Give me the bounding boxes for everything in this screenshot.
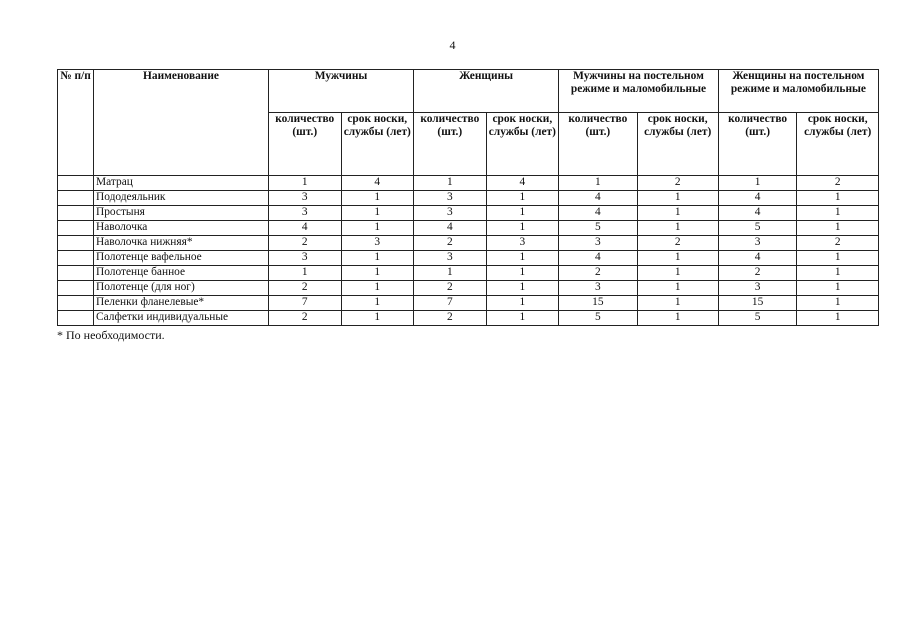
table-row [58, 281, 879, 296]
term-cell: 1 [486, 281, 559, 296]
term-cell: 1 [797, 221, 879, 236]
item-name-cell: Пеленки фланелевые* [94, 296, 269, 311]
term-cell: 4 [341, 176, 414, 191]
header-group-men: Мужчины [269, 70, 414, 113]
term-cell: 4 [486, 176, 559, 191]
item-name-cell: Наволочка нижняя* [94, 236, 269, 251]
header-group-women: Женщины [414, 70, 559, 113]
term-cell: 1 [341, 266, 414, 281]
term-cell: 1 [341, 191, 414, 206]
header-qty: количество (шт.) [559, 113, 637, 176]
quantity-cell: 1 [559, 176, 637, 191]
quantity-cell: 4 [559, 191, 637, 206]
term-cell: 1 [486, 296, 559, 311]
quantity-cell: 2 [414, 311, 487, 326]
header-group-men-bedridden: Мужчины на постельном режиме и маломобильные [559, 70, 719, 113]
quantity-cell: 7 [414, 296, 487, 311]
table-row [58, 206, 879, 221]
row-number-cell [58, 311, 94, 326]
term-cell: 1 [341, 206, 414, 221]
quantity-cell: 2 [718, 266, 797, 281]
table-row [58, 191, 879, 206]
quantity-cell: 3 [559, 236, 637, 251]
quantity-cell: 1 [269, 176, 342, 191]
term-cell: 1 [797, 281, 879, 296]
quantity-cell: 3 [414, 206, 487, 221]
quantity-cell: 3 [269, 191, 342, 206]
term-cell: 1 [637, 266, 718, 281]
term-cell: 2 [637, 236, 718, 251]
table-row [58, 266, 879, 281]
header-term: срок носки, службы (лет) [486, 113, 559, 176]
term-cell: 2 [797, 176, 879, 191]
term-cell: 1 [637, 251, 718, 266]
quantity-cell: 15 [718, 296, 797, 311]
quantity-cell: 5 [559, 221, 637, 236]
quantity-cell: 1 [718, 176, 797, 191]
term-cell: 1 [797, 191, 879, 206]
header-term: срок носки, службы (лет) [341, 113, 414, 176]
term-cell: 2 [797, 236, 879, 251]
quantity-cell: 4 [718, 206, 797, 221]
term-cell: 1 [637, 206, 718, 221]
header-qty: количество (шт.) [414, 113, 487, 176]
table-row [58, 221, 879, 236]
term-cell: 1 [637, 221, 718, 236]
table-row [58, 251, 879, 266]
quantity-cell: 4 [269, 221, 342, 236]
page-number: 4 [449, 38, 456, 52]
row-number-cell [58, 221, 94, 236]
quantity-cell: 1 [414, 266, 487, 281]
header-group-women-bedridden: Женщины на постельном режиме и маломобильные [718, 70, 878, 113]
term-cell: 1 [637, 191, 718, 206]
quantity-cell: 2 [269, 236, 342, 251]
quantity-cell: 5 [559, 311, 637, 326]
quantity-cell: 4 [718, 191, 797, 206]
row-number-cell [58, 206, 94, 221]
quantity-cell: 5 [718, 311, 797, 326]
row-number-cell [58, 176, 94, 191]
header-qty: количество (шт.) [718, 113, 797, 176]
term-cell: 1 [797, 251, 879, 266]
quantity-cell: 2 [414, 281, 487, 296]
term-cell: 1 [341, 221, 414, 236]
item-name-cell: Полотенце (для ног) [94, 281, 269, 296]
quantity-cell: 1 [269, 266, 342, 281]
item-name-cell: Матрац [94, 176, 269, 191]
term-cell: 1 [637, 281, 718, 296]
header-term: срок носки, службы (лет) [637, 113, 718, 176]
quantity-cell: 3 [414, 191, 487, 206]
quantity-cell: 5 [718, 221, 797, 236]
header-term: срок носки, службы (лет) [797, 113, 879, 176]
term-cell: 1 [486, 191, 559, 206]
quantity-cell: 2 [269, 311, 342, 326]
term-cell: 1 [486, 221, 559, 236]
row-number-cell [58, 251, 94, 266]
table-row [58, 176, 879, 191]
quantity-cell: 3 [718, 236, 797, 251]
term-cell: 3 [341, 236, 414, 251]
quantity-cell: 2 [269, 281, 342, 296]
term-cell: 1 [341, 296, 414, 311]
row-number-cell [58, 191, 94, 206]
quantity-cell: 15 [559, 296, 637, 311]
quantity-cell: 3 [718, 281, 797, 296]
term-cell: 1 [486, 206, 559, 221]
quantity-cell: 4 [414, 221, 487, 236]
term-cell: 3 [486, 236, 559, 251]
quantity-cell: 2 [559, 266, 637, 281]
term-cell: 1 [341, 251, 414, 266]
quantity-cell: 2 [414, 236, 487, 251]
item-name-cell: Простыня [94, 206, 269, 221]
term-cell: 1 [637, 296, 718, 311]
row-number-cell [58, 266, 94, 281]
item-name-cell: Наволочка [94, 221, 269, 236]
quantity-cell: 3 [559, 281, 637, 296]
term-cell: 1 [341, 311, 414, 326]
quantity-cell: 4 [559, 206, 637, 221]
table-row [58, 296, 879, 311]
quantity-cell: 1 [414, 176, 487, 191]
quantity-cell: 7 [269, 296, 342, 311]
term-cell: 1 [486, 251, 559, 266]
header-name: Наименование [94, 70, 269, 176]
item-name-cell: Полотенце банное [94, 266, 269, 281]
table-row [58, 236, 879, 251]
header-qty: количество (шт.) [269, 113, 342, 176]
row-number-cell [58, 236, 94, 251]
term-cell: 1 [797, 266, 879, 281]
item-name-cell: Пододеяльник [94, 191, 269, 206]
quantity-cell: 3 [269, 206, 342, 221]
table-row [58, 311, 879, 326]
quantity-cell: 3 [269, 251, 342, 266]
row-number-cell [58, 296, 94, 311]
item-name-cell: Салфетки индивидуальные [94, 311, 269, 326]
header-row-groups [58, 70, 879, 113]
footnote: * По необходимости. [57, 328, 165, 342]
term-cell: 1 [797, 311, 879, 326]
term-cell: 1 [797, 296, 879, 311]
term-cell: 2 [637, 176, 718, 191]
quantity-cell: 4 [718, 251, 797, 266]
header-num: № п/п [58, 70, 94, 176]
table-body [58, 176, 879, 326]
row-number-cell [58, 281, 94, 296]
term-cell: 1 [341, 281, 414, 296]
item-name-cell: Полотенце вафельное [94, 251, 269, 266]
term-cell: 1 [637, 311, 718, 326]
term-cell: 1 [486, 266, 559, 281]
term-cell: 1 [486, 311, 559, 326]
norms-table [57, 69, 879, 326]
term-cell: 1 [797, 206, 879, 221]
quantity-cell: 3 [414, 251, 487, 266]
quantity-cell: 4 [559, 251, 637, 266]
